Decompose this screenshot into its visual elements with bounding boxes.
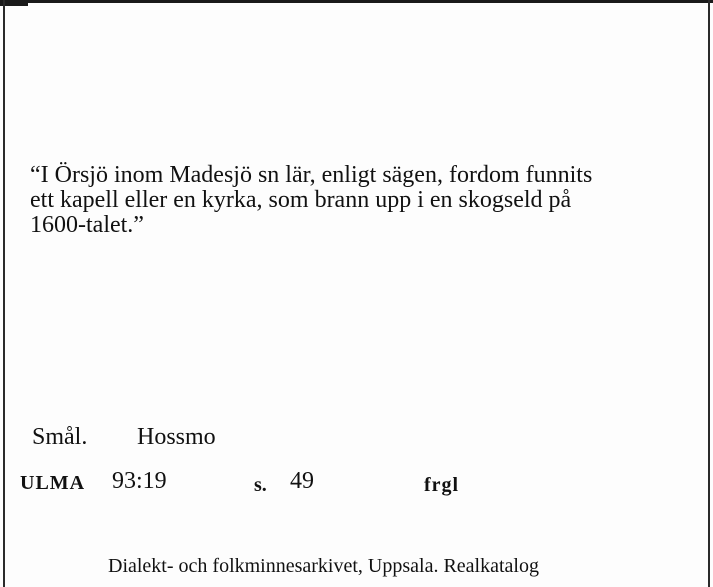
- quote-line: 1600-talet.”: [30, 212, 144, 238]
- page-label: s.: [254, 474, 267, 496]
- parish-label: Hossmo: [137, 424, 216, 450]
- province-label: Smål.: [32, 424, 88, 450]
- archive-code: ULMA: [20, 472, 86, 494]
- quote-line: “I Örsjö inom Madesjö sn lär, enligt sägen, fordom funnits: [30, 162, 593, 188]
- archive-number: 93:19: [112, 468, 167, 494]
- category-code: frgl: [424, 474, 460, 496]
- card-right-border: [708, 0, 710, 587]
- archive-footer: Dialekt- och folkminnesarkivet, Uppsala. Realkatalog: [108, 555, 539, 577]
- page-number: 49: [290, 468, 314, 494]
- quote-text: [30, 163, 680, 238]
- card-top-border: [0, 0, 713, 3]
- card-left-border: [3, 0, 5, 587]
- quote-line: ett kapell eller en kyrka, som brann upp i en skogseld på: [30, 187, 572, 213]
